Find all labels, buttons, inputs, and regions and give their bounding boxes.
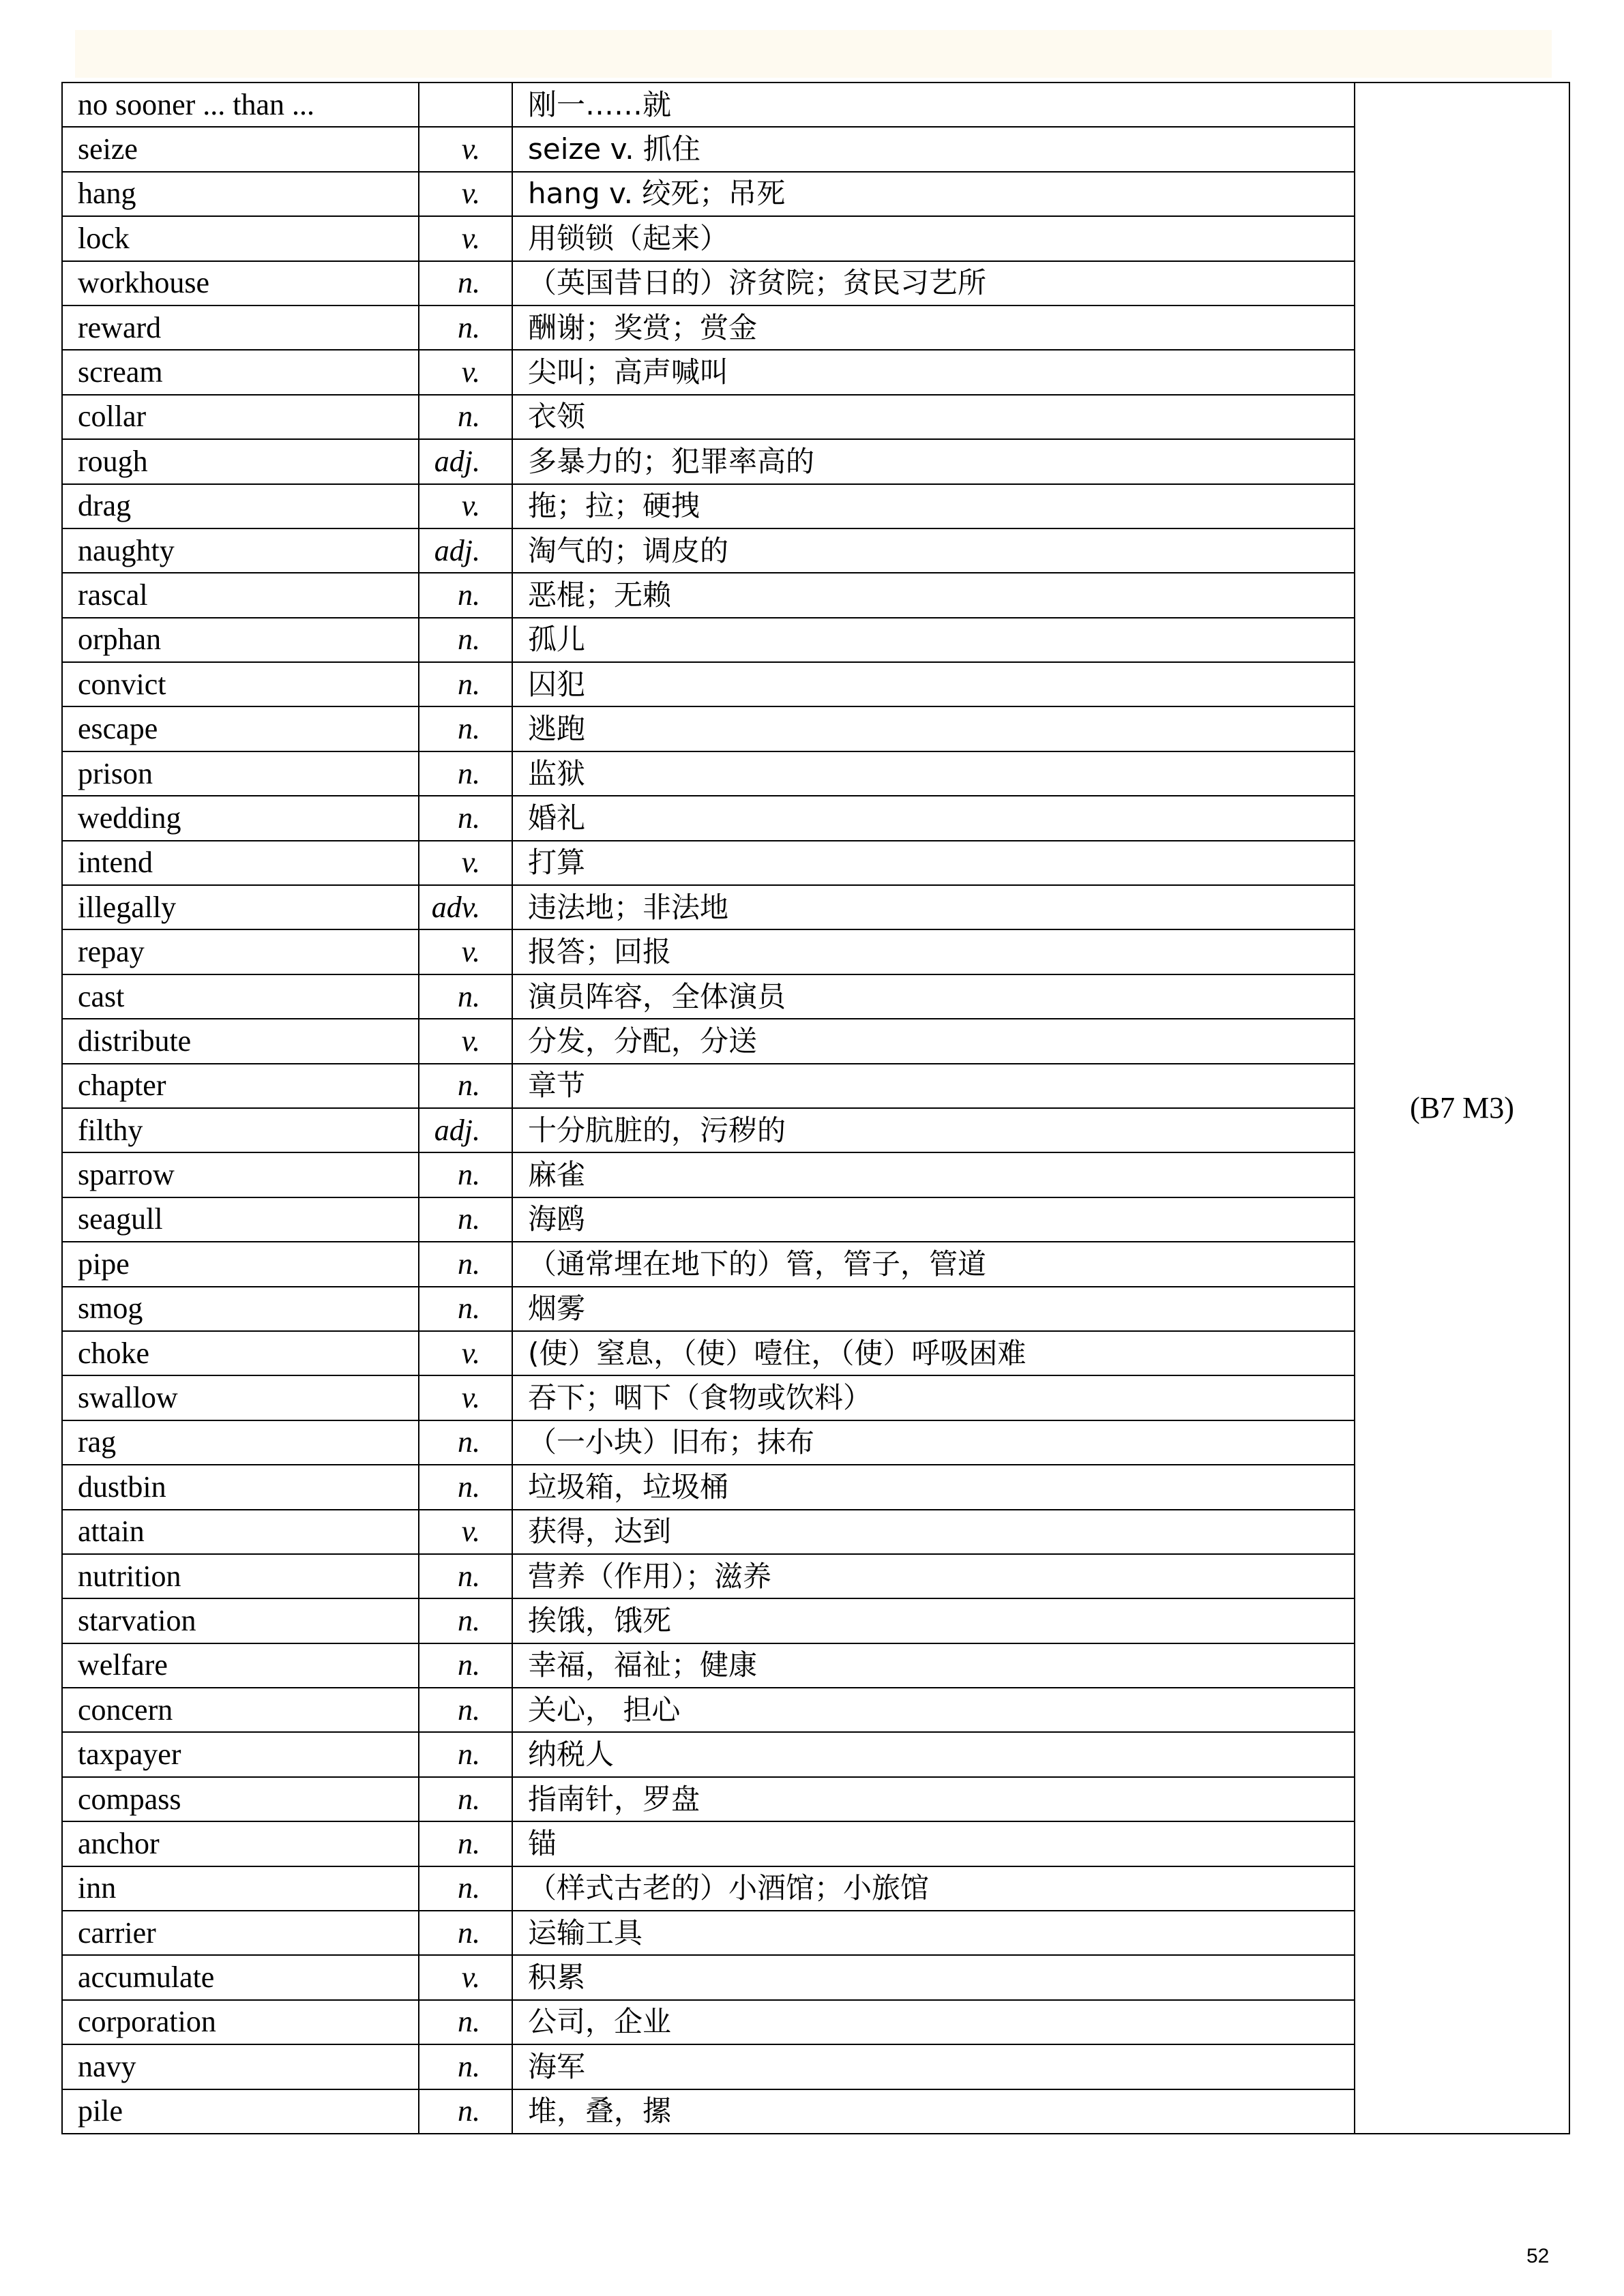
table-row [62,528,1569,573]
meaning-cell: 报答；回报 [512,929,1355,974]
meaning-cell: 公司，企业 [512,2000,1355,2044]
meaning-cell: 烟雾 [512,1287,1355,1331]
table-row [62,1019,1569,1063]
part-of-speech-cell: n. [419,1821,512,1866]
word-cell: lock [62,216,419,260]
table-row [62,885,1569,929]
table-row [62,1420,1569,1465]
meaning-cell: (使）窒息，（使）噎住，（使）呼吸困难 [512,1331,1355,1375]
meaning-cell: 多暴力的；犯罪率高的 [512,439,1355,483]
meaning-cell: 积累 [512,1955,1355,1999]
table-row [62,1331,1569,1375]
word-cell: sparrow [62,1152,419,1197]
part-of-speech-cell: adj. [419,1108,512,1152]
table-row [62,1866,1569,1911]
table-row [62,1242,1569,1286]
unit-label-cell: (B7 M3) [1355,83,1569,2134]
word-cell: seagull [62,1197,419,1242]
word-cell: orphan [62,618,419,662]
meaning-cell: 酬谢；奖赏；赏金 [512,305,1355,350]
part-of-speech-cell: v. [419,1955,512,1999]
part-of-speech-cell: n. [419,1152,512,1197]
meaning-cell: 尖叫；高声喊叫 [512,350,1355,394]
word-cell: escape [62,706,419,751]
table-row [62,1465,1569,1509]
part-of-speech-cell: n. [419,1732,512,1776]
word-cell: filthy [62,1108,419,1152]
table-row [62,172,1569,216]
meaning-cell: 用锁锁（起来） [512,216,1355,260]
table-row [62,1598,1569,1643]
part-of-speech-cell: n. [419,662,512,706]
table-row [62,796,1569,840]
word-cell: rag [62,1420,419,1465]
word-cell: smog [62,1287,419,1331]
word-cell: carrier [62,1911,419,1955]
word-cell: corporation [62,2000,419,2044]
word-cell: anchor [62,1821,419,1866]
word-cell: pile [62,2089,419,2134]
meaning-cell: 关心， 担心 [512,1688,1355,1732]
meaning-cell: seize v. 抓住 [512,127,1355,171]
part-of-speech-cell: n. [419,395,512,439]
word-cell: concern [62,1688,419,1732]
part-of-speech-cell: n. [419,1420,512,1465]
word-cell: cast [62,974,419,1019]
word-cell: taxpayer [62,1732,419,1776]
table-row [62,1688,1569,1732]
meaning-cell: 章节 [512,1064,1355,1108]
meaning-cell: 堆，叠，摞 [512,2089,1355,2134]
page-number: 52 [1526,2245,1550,2267]
part-of-speech-cell: v. [419,1331,512,1375]
table-row [62,83,1569,127]
table-row [62,573,1569,617]
table-row [62,484,1569,528]
part-of-speech-cell: n. [419,1643,512,1688]
table-row [62,305,1569,350]
part-of-speech-cell: n. [419,1554,512,1598]
word-cell: navy [62,2044,419,2089]
word-cell: repay [62,929,419,974]
meaning-cell: （样式古老的）小酒馆；小旅馆 [512,1866,1355,1911]
part-of-speech-cell: adj. [419,528,512,573]
meaning-cell: 营养（作用）；滋养 [512,1554,1355,1598]
table-row [62,1643,1569,1688]
table-row [62,929,1569,974]
part-of-speech-cell: n. [419,1866,512,1911]
part-of-speech-cell: n. [419,796,512,840]
word-cell: workhouse [62,261,419,305]
word-cell: chapter [62,1064,419,1108]
part-of-speech-cell: n. [419,1064,512,1108]
table-row [62,1510,1569,1554]
table-row [62,350,1569,394]
meaning-cell: 挨饿，饿死 [512,1598,1355,1643]
word-cell: naughty [62,528,419,573]
part-of-speech-cell: v. [419,484,512,528]
word-cell: illegally [62,885,419,929]
table-row [62,974,1569,1019]
part-of-speech-cell: n. [419,2044,512,2089]
meaning-cell: 淘气的；调皮的 [512,528,1355,573]
part-of-speech-cell: n. [419,2000,512,2044]
word-cell: accumulate [62,1955,419,1999]
meaning-cell: 麻雀 [512,1152,1355,1197]
part-of-speech-cell: n. [419,1287,512,1331]
word-cell: attain [62,1510,419,1554]
part-of-speech-cell: n. [419,2089,512,2134]
table-row [62,2000,1569,2044]
word-cell: no sooner ... than ... [62,83,419,127]
meaning-cell: 幸福，福祉；健康 [512,1643,1355,1688]
table-row [62,1955,1569,1999]
meaning-cell: （英国昔日的）济贫院；贫民习艺所 [512,261,1355,305]
meaning-cell: 监狱 [512,751,1355,796]
part-of-speech-cell: v. [419,1019,512,1063]
meaning-cell: 囚犯 [512,662,1355,706]
part-of-speech-cell: v. [419,172,512,216]
table-row [62,261,1569,305]
word-cell: intend [62,841,419,885]
meaning-cell: 海鸥 [512,1197,1355,1242]
part-of-speech-cell: n. [419,573,512,617]
part-of-speech-cell: v. [419,127,512,171]
table-row [62,127,1569,171]
part-of-speech-cell: n. [419,1688,512,1732]
table-row [62,1108,1569,1152]
word-cell: compass [62,1777,419,1821]
part-of-speech-cell: n. [419,751,512,796]
table-row [62,1777,1569,1821]
table-row [62,1375,1569,1420]
meaning-cell: 获得，达到 [512,1510,1355,1554]
meaning-cell: 打算 [512,841,1355,885]
word-cell: convict [62,662,419,706]
word-cell: rough [62,439,419,483]
table-row [62,1911,1569,1955]
word-cell: welfare [62,1643,419,1688]
meaning-cell: 恶棍；无赖 [512,573,1355,617]
table-row [62,2089,1569,2134]
meaning-cell: 演员阵容，全体演员 [512,974,1355,1019]
word-cell: swallow [62,1375,419,1420]
part-of-speech-cell: adj. [419,439,512,483]
meaning-cell: 纳税人 [512,1732,1355,1776]
word-cell: distribute [62,1019,419,1063]
part-of-speech-cell: n. [419,1777,512,1821]
word-cell: seize [62,127,419,171]
table-row [62,439,1569,483]
table-row [62,1732,1569,1776]
part-of-speech-cell: v. [419,350,512,394]
meaning-cell: 逃跑 [512,706,1355,751]
word-cell: inn [62,1866,419,1911]
word-cell: reward [62,305,419,350]
table-row [62,1064,1569,1108]
table-row [62,841,1569,885]
meaning-cell: 吞下；咽下（食物或饮料） [512,1375,1355,1420]
part-of-speech-cell: v. [419,841,512,885]
vocabulary-table [61,82,1570,2134]
meaning-cell: 婚礼 [512,796,1355,840]
meaning-cell: 指南针，罗盘 [512,1777,1355,1821]
table-row [62,1554,1569,1598]
meaning-cell: 十分肮脏的，污秽的 [512,1108,1355,1152]
table-row [62,751,1569,796]
vocabulary-table-body [62,83,1569,2134]
word-cell: starvation [62,1598,419,1643]
word-cell: scream [62,350,419,394]
table-row [62,662,1569,706]
part-of-speech-cell: n. [419,618,512,662]
word-cell: wedding [62,796,419,840]
word-cell: collar [62,395,419,439]
part-of-speech-cell: n. [419,1465,512,1509]
table-row [62,395,1569,439]
part-of-speech-cell: v. [419,929,512,974]
table-row [62,2044,1569,2089]
header-band [75,30,1552,78]
part-of-speech-cell: v. [419,1375,512,1420]
word-cell: prison [62,751,419,796]
part-of-speech-cell: n. [419,1911,512,1955]
meaning-cell: 垃圾箱，垃圾桶 [512,1465,1355,1509]
word-cell: nutrition [62,1554,419,1598]
table-row [62,1287,1569,1331]
meaning-cell: 分发，分配，分送 [512,1019,1355,1063]
table-row [62,1821,1569,1866]
part-of-speech-cell: n. [419,1242,512,1286]
part-of-speech-cell: v. [419,1510,512,1554]
table-row [62,706,1569,751]
part-of-speech-cell: n. [419,305,512,350]
part-of-speech-cell [419,83,512,127]
word-cell: rascal [62,573,419,617]
part-of-speech-cell: n. [419,261,512,305]
part-of-speech-cell: n. [419,1197,512,1242]
meaning-cell: 衣领 [512,395,1355,439]
meaning-cell: （一小块）旧布；抹布 [512,1420,1355,1465]
part-of-speech-cell: n. [419,1598,512,1643]
part-of-speech-cell: n. [419,706,512,751]
meaning-cell: 违法地；非法地 [512,885,1355,929]
table-row [62,216,1569,260]
table-row [62,1152,1569,1197]
meaning-cell: 海军 [512,2044,1355,2089]
meaning-cell: 拖；拉；硬拽 [512,484,1355,528]
meaning-cell: 孤儿 [512,618,1355,662]
part-of-speech-cell: n. [419,974,512,1019]
part-of-speech-cell: adv. [419,885,512,929]
word-cell: hang [62,172,419,216]
part-of-speech-cell: v. [419,216,512,260]
meaning-cell: hang v. 绞死；吊死 [512,172,1355,216]
meaning-cell: 锚 [512,1821,1355,1866]
word-cell: dustbin [62,1465,419,1509]
word-cell: drag [62,484,419,528]
meaning-cell: 刚一……就 [512,83,1355,127]
table-row [62,1197,1569,1242]
table-row [62,618,1569,662]
word-cell: choke [62,1331,419,1375]
meaning-cell: （通常埋在地下的）管，管子，管道 [512,1242,1355,1286]
meaning-cell: 运输工具 [512,1911,1355,1955]
word-cell: pipe [62,1242,419,1286]
